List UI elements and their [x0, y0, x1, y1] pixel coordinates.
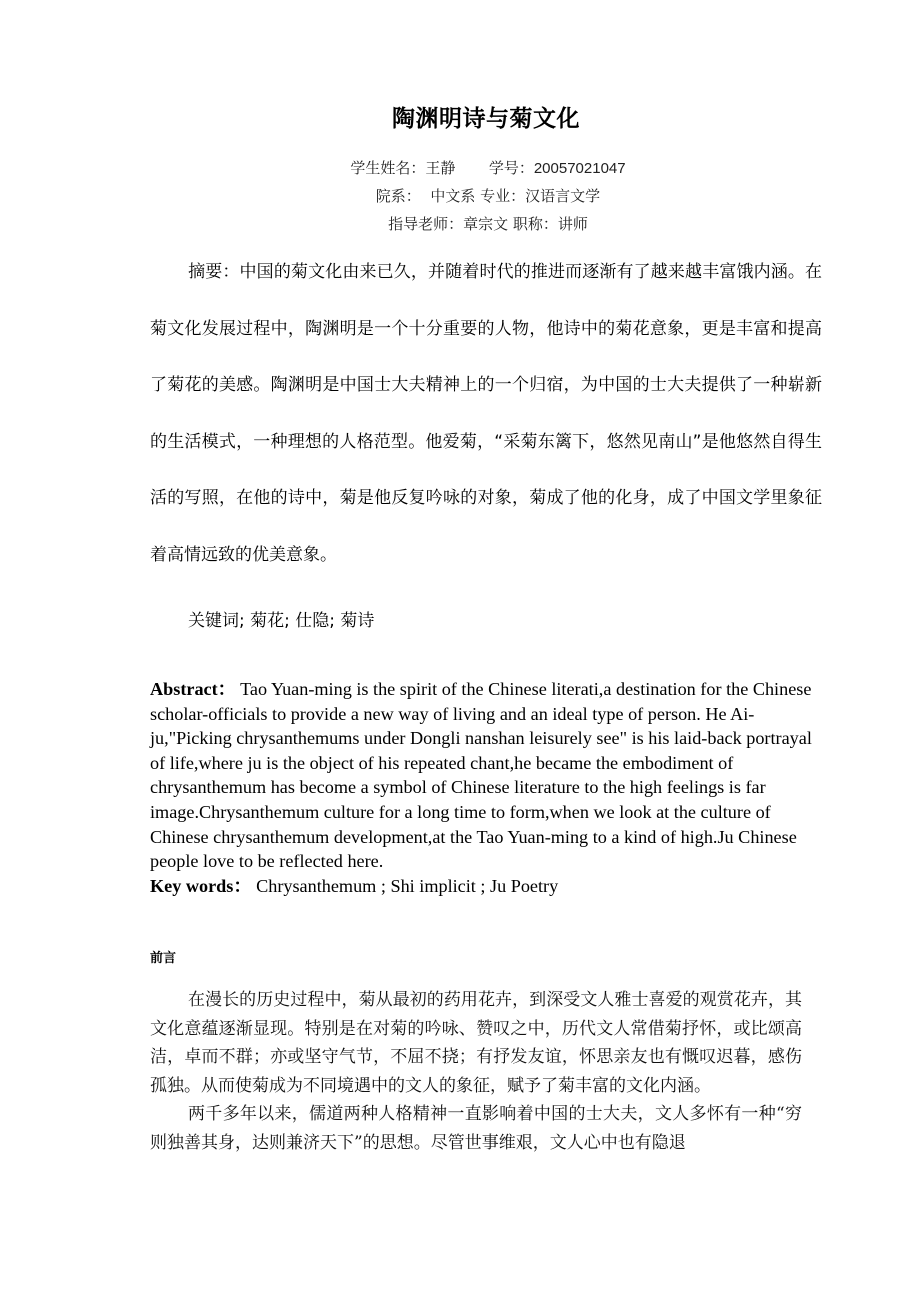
advisor-label: 指导老师：: [388, 215, 464, 233]
abstract-cn-text: 中国的菊文化由来已久，并随着时代的推进而逐渐有了越来越丰富饿内涵。在菊文化发展过程中，陶渊明是一个十分重要的人物，他诗中的菊花意象，更是丰富和提高了菊花的美感。陶渊明是中国士大夫精神上的一个归宿，为中国的士大夫提供了一种崭新的生活模式，一种理想的人格范型。他爱菊，“采菊东篱下，悠然见南山”是他悠然自得生活的写照，在他的诗中，菊是他反复吟咏的对象，菊成了他的化身，成了中国文学里象征着高情远致的优美意象。: [150, 262, 823, 565]
chinese-keywords: [188, 606, 374, 631]
student-id: 20057021047: [533, 160, 626, 177]
rank-label: 职称：: [512, 215, 558, 233]
student-name: 王静: [425, 159, 456, 177]
chinese-abstract: [150, 244, 822, 583]
student-id-label: 学号：: [488, 159, 534, 177]
major: 汉语言文学: [525, 187, 601, 205]
english-abstract: [150, 677, 822, 898]
department-line: [0, 185, 920, 206]
major-label: 专业：: [480, 187, 526, 205]
preface-paragraph: 两千多年以来，儒道两种人格精神一直影响着中国的士大夫，文人多怀有一种“穷则独善其身，达则兼济天下”的思想。尽管世事维艰，文人心中也有隐退: [150, 1104, 802, 1153]
department: 中文系: [430, 187, 476, 205]
advisor: 章宗文: [463, 215, 509, 233]
abstract-cn-label: 摘要：: [188, 262, 240, 282]
page-title: 陶渊明诗与菊文化: [392, 106, 580, 132]
preface-heading: 前言: [150, 951, 177, 966]
keywords-en-label: Key words：: [150, 875, 252, 896]
department-label: 院系：: [375, 187, 421, 205]
student-info-line: [0, 157, 920, 178]
keywords-cn-text: ; 菊花; 仕隐; 菊诗: [239, 611, 375, 631]
keywords-en-text: Chrysanthemum ; Shi implicit ; Ju Poetry: [251, 875, 559, 896]
keywords-cn-label: 关键词: [188, 611, 239, 631]
rank: 讲师: [557, 215, 588, 233]
student-name-label: 学生姓名：: [350, 159, 426, 177]
abstract-en-label: Abstract：: [150, 679, 236, 699]
advisor-line: [0, 213, 920, 234]
abstract-en-text: Tao Yuan-ming is the spirit of the Chinese literati,a destination for the Chinese scholar-officials to provide a new way of living and an ideal type of person. He Ai-ju,"Picking chrysanthemums under Dongli nanshan leisurely see" is his laid-back portrayal of life,where ju is the object of his repeated chant,he became the embodiment of chrysanthemum has become a symbol of Chinese literature to the high feelings is far image.Chrysanthemum culture for a long time to form,when we look at the culture of Chinese chrysanthemum development,at the Tao Yuan-ming to a kind of high.Ju Chinese people love to be reflected here.: [150, 679, 812, 872]
preface-paragraph: 在漫长的历史过程中，菊从最初的药用花卉，到深受文人雅士喜爱的观赏花卉，其文化意蕴逐渐显现。特别是在对菊的吟咏、赞叹之中，历代文人常借菊抒怀，或比颂高洁，卓而不群；亦或坚守气节，不屈不挠；有抒发友谊，怀思亲友也有慨叹迟暮，感伤孤独。从而使菊成为不同境遇中的文人的象征，赋予了菊丰富的文化内涵。: [150, 990, 802, 1096]
preface-body: [150, 986, 802, 1157]
